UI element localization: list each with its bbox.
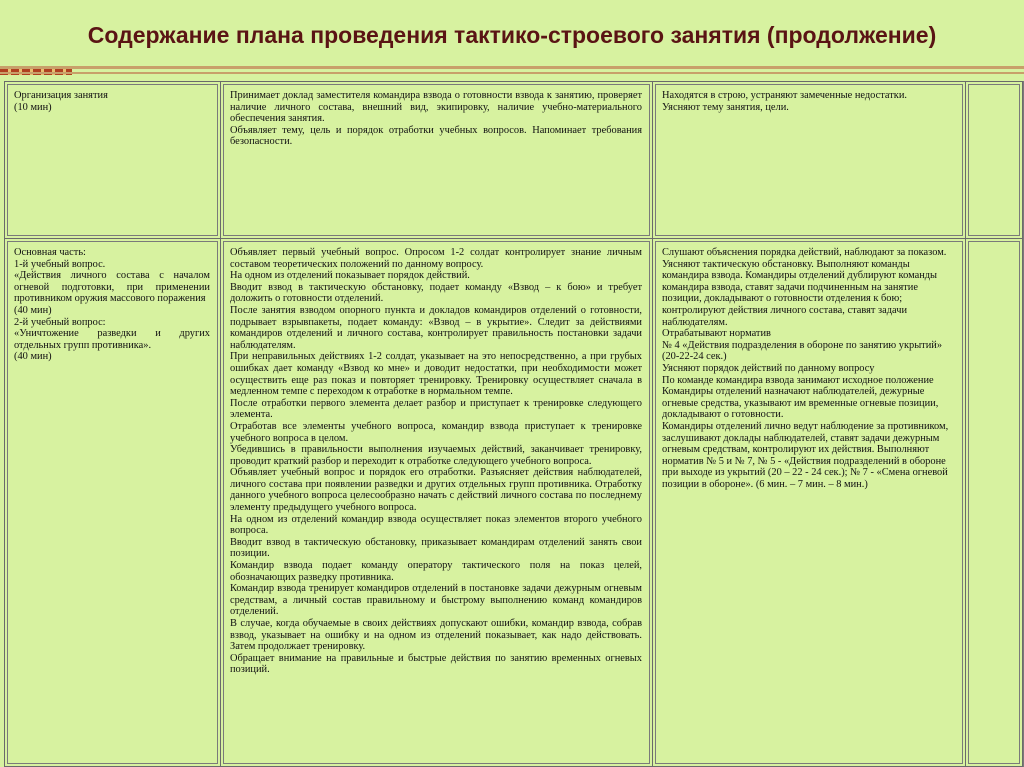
leader-paragraph: На одном из отделений командир взвода осуществляет показ элементов второго учебного вопроса. — [230, 513, 642, 537]
slide-header — [0, 0, 1024, 66]
trainee-paragraph: Командиры отделений лично ведут наблюдение за противником, заслушивают доклады наблюдателей, ставят задачи дежурным огневым средствам, контролируют их действия. Выполняют норматив № 5 и № 7, № 5 - «Действия подразделений в обороне при выходе из укрытий (20 – 22 - 24 сек.); № 7 - «Смена огневой позиции в обороне». (6 мин. – 7 мин. – 8 мин.) — [662, 420, 949, 490]
leader-paragraph: Принимает доклад заместителя командира взвода о готовности взвода к занятию, проверяет наличие личного состава, внешний вид, экипировку, наличие учебно-материального обеспечения занятия. — [230, 90, 642, 125]
leader-paragraph: После отработки первого элемента делает разбор и приступает к тренировке следующего элемента. — [230, 397, 642, 421]
stage-line: Организация занятия — [14, 90, 108, 101]
leader-paragraph: Убедившись в правильности выполнения изучаемых действий, заканчивает тренировку, проводит краткий разбор и переходит к отработке следующего учебного вопроса. — [230, 444, 642, 467]
leader-paragraph: Объявляет первый учебный вопрос. Опросом 1-2 солдат контролирует знание личным составом теоретических положений по данному вопросу. — [230, 247, 642, 270]
leader-paragraph: При неправильных действиях 1-2 солдат, указывает на это непосредственно, а при грубых ошибках дает команду «Взвод ко мне» и доводит недостатки, при необходимости может осуществить еще раз показ и повторяет тренировку. Тренировку осуществляет сначала в медленном темпе с переходом к отработке в нормальном темпе. — [230, 351, 642, 398]
leader-paragraph: Командир взвода подает команду оператору тактического поля на показ целей, обозначающих разведку противника. — [230, 560, 642, 583]
stage-line: (40 мин) — [14, 351, 52, 363]
header-divider-thin — [0, 72, 1024, 74]
stage-line: (10 мин) — [14, 101, 52, 113]
trainee-paragraph: Уясняют тактическую обстановку. Выполняют команды командира взвода. Командиры отделений дублируют команды командира взвода, ставят задачи подчиненным на занятие позиции, докладывают о готовности отделения к бою; — [662, 258, 938, 305]
leader-paragraph: На одном из отделений показывает порядок действий. — [230, 270, 470, 282]
stage-cell — [5, 239, 221, 767]
leader-paragraph: Обращает внимание на правильные и быстрые действия по занятию временных огневых позиций. — [230, 652, 642, 676]
trainee-actions-cell — [653, 82, 966, 239]
trainee-paragraph: Уясняют тему занятия, цели. — [662, 101, 789, 113]
leader-actions-cell — [221, 239, 653, 767]
trainee-paragraph: По команде командира взвода занимают исходное положение — [662, 374, 934, 386]
leader-paragraph: В случае, когда обучаемые в своих действиях допускают ошибки, командир взвода, собрав взвод, указывает на ошибку и на одном из отделений показывает, как надо действовать. Затем продолжает тренировку. — [230, 618, 642, 653]
trainee-paragraph: Отрабатывают норматив — [662, 328, 771, 340]
trainee-paragraph: Уясняют порядок действий по данному вопросу — [662, 362, 875, 374]
header-divider — [0, 66, 1024, 69]
stage-cell — [5, 82, 221, 239]
stage-line: «Действия личного состава с началом огневой подготовки, при применении противником оружия массового поражения — [14, 270, 210, 305]
trainee-paragraph: Слушают объяснения порядка действий, наблюдают за показом. — [662, 247, 947, 258]
stage-line: Основная часть: — [14, 247, 86, 258]
empty-cell — [966, 239, 1023, 767]
trainee-paragraph: № 4 «Действия подразделения в обороне по занятию укрытий» (20-22-24 сек.) — [662, 339, 943, 363]
trainee-actions-cell — [653, 239, 966, 767]
stage-line: 2-й учебный вопрос: — [14, 316, 106, 328]
leader-paragraph: После занятия взводом опорного пункта и докладов командиров отделений о готовности, подрывает взрывпакеты, подает команду: «Взвод – в укрытие». Следит за действиями командиров отделений и личного состава, контролирует правильность постановки задачи наблюдателям. — [230, 304, 642, 351]
stage-line: (40 мин) — [14, 304, 52, 316]
leader-paragraph: Отработав все элементы учебного вопроса, командир взвода приступает к тренировке учебного вопроса в целом. — [230, 420, 642, 444]
slide-title: Содержание плана проведения тактико-строевого занятия (продолжение) — [87, 22, 937, 48]
leader-paragraph: Вводит взвод в тактическую обстановку, подает команду «Взвод – к бою» и требует доложить о готовности отделений. — [230, 281, 642, 305]
stage-line: 1-й учебный вопрос. — [14, 258, 106, 270]
leader-actions-cell — [221, 82, 653, 239]
trainee-paragraph: контролируют действия личного состава, ставят задачи наблюдателям. — [662, 304, 908, 328]
leader-paragraph: Объявляет учебный вопрос и порядок его отработки. Разъясняет действия наблюдателей, личного состава при появлении разведки и других отдельных групп противника. Отработку данного учебного вопроса целесообразно начать с действий личного состава по последнему элементу предыдущего учебного вопроса. — [230, 467, 642, 514]
stage-line: «Уничтожение разведки и других отдельных групп противника». — [14, 328, 210, 351]
empty-cell — [966, 82, 1023, 239]
lesson-plan-table — [4, 81, 1023, 767]
leader-paragraph: Вводит взвод в тактическую обстановку, приказывает командирам отделений занять свои позиции. — [230, 536, 642, 560]
trainee-paragraph: Командиры отделений назначают наблюдателей, дежурные огневые средства, указывают им временные огневые позиции, докладывают о готовности. — [662, 386, 939, 421]
leader-paragraph: Командир взвода тренирует командиров отделений в постановке задачи дежурным огневым средствам, а личный состав правильному и быстрому выполнению команд командиров отделений. — [230, 583, 642, 618]
leader-paragraph: Объявляет тему, цель и порядок отработки учебных вопросов. Напоминает требования безопасности. — [230, 124, 642, 148]
table-row — [5, 82, 1023, 239]
table-row — [5, 239, 1023, 767]
trainee-paragraph: Находятся в строю, устраняют замеченные недостатки. — [662, 90, 907, 101]
